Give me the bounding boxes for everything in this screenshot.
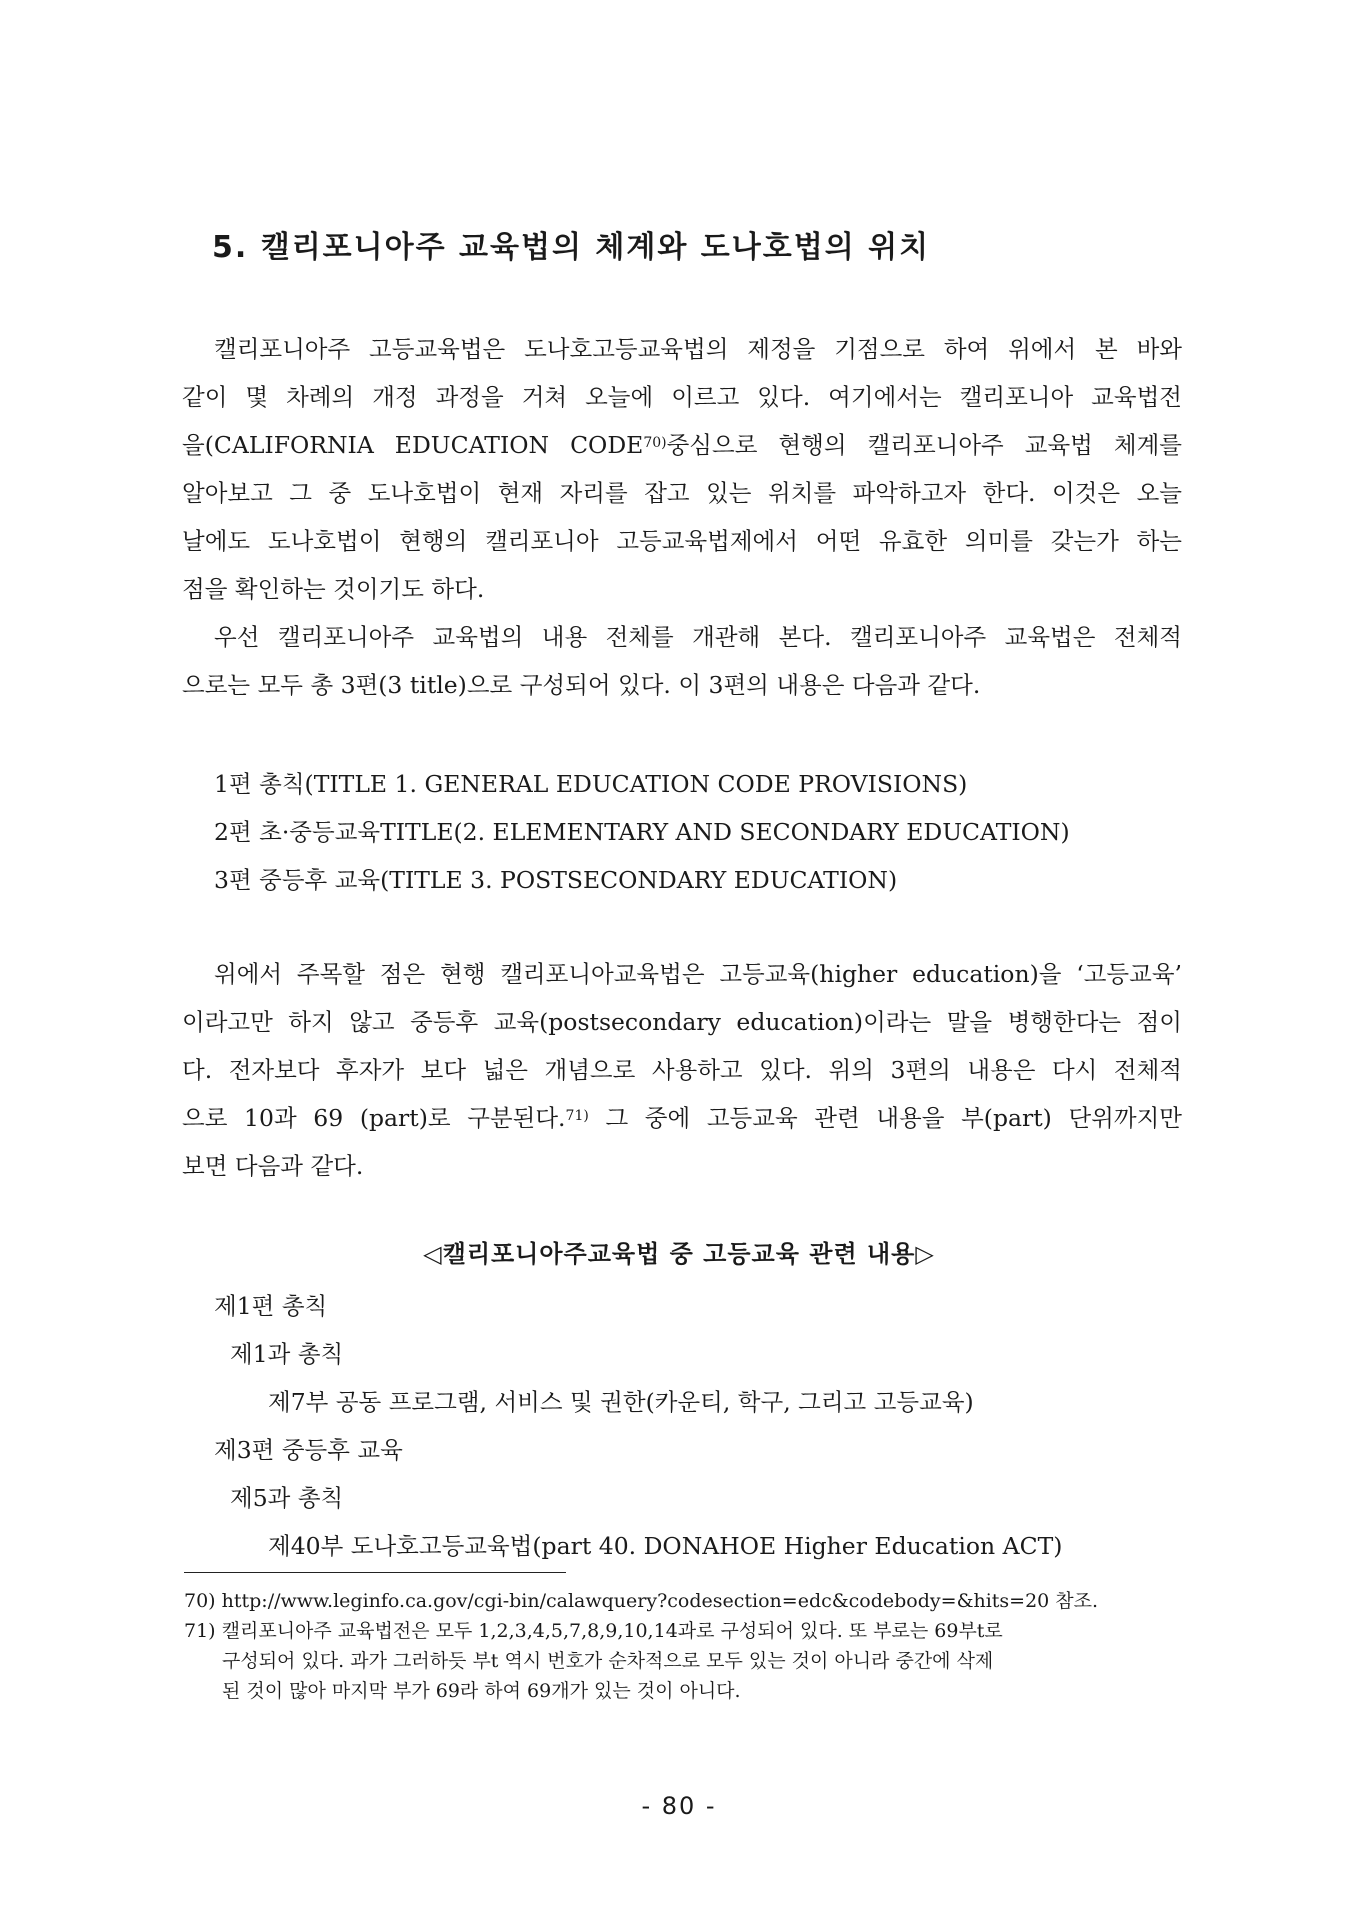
footnote-text: 캘리포니아주 교육법전은 모두 1,2,3,4,5,7,8,9,10,14과로 구성되어 있다. 또 부로는 69부t로: [221, 1620, 1003, 1642]
outline-list: [214, 1282, 1062, 1570]
outline-item: 제1편 총칙: [214, 1292, 328, 1320]
footnote-ref-71[interactable]: 71): [565, 1108, 589, 1124]
intro-paragraph: [182, 325, 1182, 613]
outline-item: 제7부 공동 프로그램, 서비스 및 권한(카운티, 학구, 그리고 고등교육): [268, 1388, 974, 1416]
paragraph-line: 우선 캘리포니아주 교육법의 내용 전체를 개관해 본다. 캘리포니아주 교육법은 전체적: [214, 623, 1182, 651]
overview-paragraph: [182, 613, 1182, 709]
paragraph-line: 점을 확인하는 것이기도 하다.: [182, 575, 485, 603]
outline-title: ◁캘리포니아주교육법 중 고등교육 관련 내용▷: [423, 1240, 935, 1268]
paragraph-line: 다. 전자보다 후자가 보다 넓은 개념으로 사용하고 있다. 위의 3편의 내용은 다시 전체적: [182, 1056, 1182, 1084]
footnote-70: [184, 1586, 1182, 1616]
footnotes: [184, 1586, 1182, 1706]
outline-item: 제1과 총칙: [230, 1340, 344, 1368]
outline-item: 제3편 중등후 교육: [214, 1436, 403, 1464]
notice-paragraph: [182, 950, 1182, 1190]
footnote-number: 70): [184, 1590, 216, 1612]
paragraph-line: 보면 다음과 같다.: [182, 1152, 364, 1180]
paragraph-line: 같이 몇 차례의 개정 과정을 거쳐 오늘에 이르고 있다. 여기에서는 캘리포니아 교육법전: [182, 383, 1182, 411]
footnote-71: [184, 1616, 1182, 1646]
outline-item: 제40부 도나호고등교육법(part 40. DONAHOE Higher Education ACT): [268, 1532, 1063, 1560]
footnote-ref-70[interactable]: 70): [643, 435, 667, 451]
title-item: 3편 중등후 교육(TITLE 3. POSTSECONDARY EDUCATION): [214, 866, 898, 894]
footnote-link[interactable]: http://www.leginfo.ca.gov/cgi-bin/calawquery?codesection=edc&codebody=&hits=20 참조.: [221, 1590, 1099, 1612]
paragraph-line: 캘리포니아주 고등교육법은 도나호고등교육법의 제정을 기점으로 하여 위에서 본 바와: [214, 335, 1182, 363]
paragraph-line-with-footnote: 으로 10과 69 (part)로 구분된다.$^{71)}$ 그 중에 고등교육 관련 내용을 부(part) 단위까지만: [182, 1104, 1182, 1132]
paragraph-line-with-footnote: 을(CALIFORNIA EDUCATION CODE$^{70)}$중심으로 현행의 캘리포니아주 교육법 체계를: [182, 431, 1182, 459]
paragraph-line: 날에도 도나호법이 현행의 캘리포니아 고등교육법제에서 어떤 유효한 의미를 갖는가 하는: [182, 527, 1182, 555]
footnote-text: 된 것이 많아 마지막 부가 69라 하여 69개가 있는 것이 아니다.: [222, 1680, 741, 1702]
page-number: - 80 -: [641, 1792, 717, 1820]
section-heading: 5. 캘리포니아주 교육법의 체계와 도나호법의 위치: [212, 230, 931, 265]
outline-item: 제5과 총칙: [230, 1484, 344, 1512]
title-item: 2편 초·중등교육TITLE(2. ELEMENTARY AND SECONDARY EDUCATION): [214, 818, 1070, 846]
footnote-number: 71): [184, 1620, 216, 1642]
title-item: 1편 총칙(TITLE 1. GENERAL EDUCATION CODE PROVISIONS): [214, 770, 968, 798]
paragraph-line: 이라고만 하지 않고 중등후 교육(postsecondary education)이라는 말을 병행한다는 점이: [182, 1008, 1182, 1036]
footnote-text: 구성되어 있다. 과가 그러하듯 부t 역시 번호가 순차적으로 모두 있는 것이 아니라 중간에 삭제: [222, 1650, 994, 1672]
footnote-divider: [184, 1572, 566, 1573]
paragraph-line: 으로는 모두 총 3편(3 title)으로 구성되어 있다. 이 3편의 내용은 다음과 같다.: [182, 671, 981, 699]
title-list: [214, 760, 1070, 904]
paragraph-line: 위에서 주목할 점은 현행 캘리포니아교육법은 고등교육(higher education)을 ‘고등교육’: [214, 960, 1182, 988]
paragraph-line: 알아보고 그 중 도나호법이 현재 자리를 잡고 있는 위치를 파악하고자 한다. 이것은 오늘: [182, 479, 1182, 507]
